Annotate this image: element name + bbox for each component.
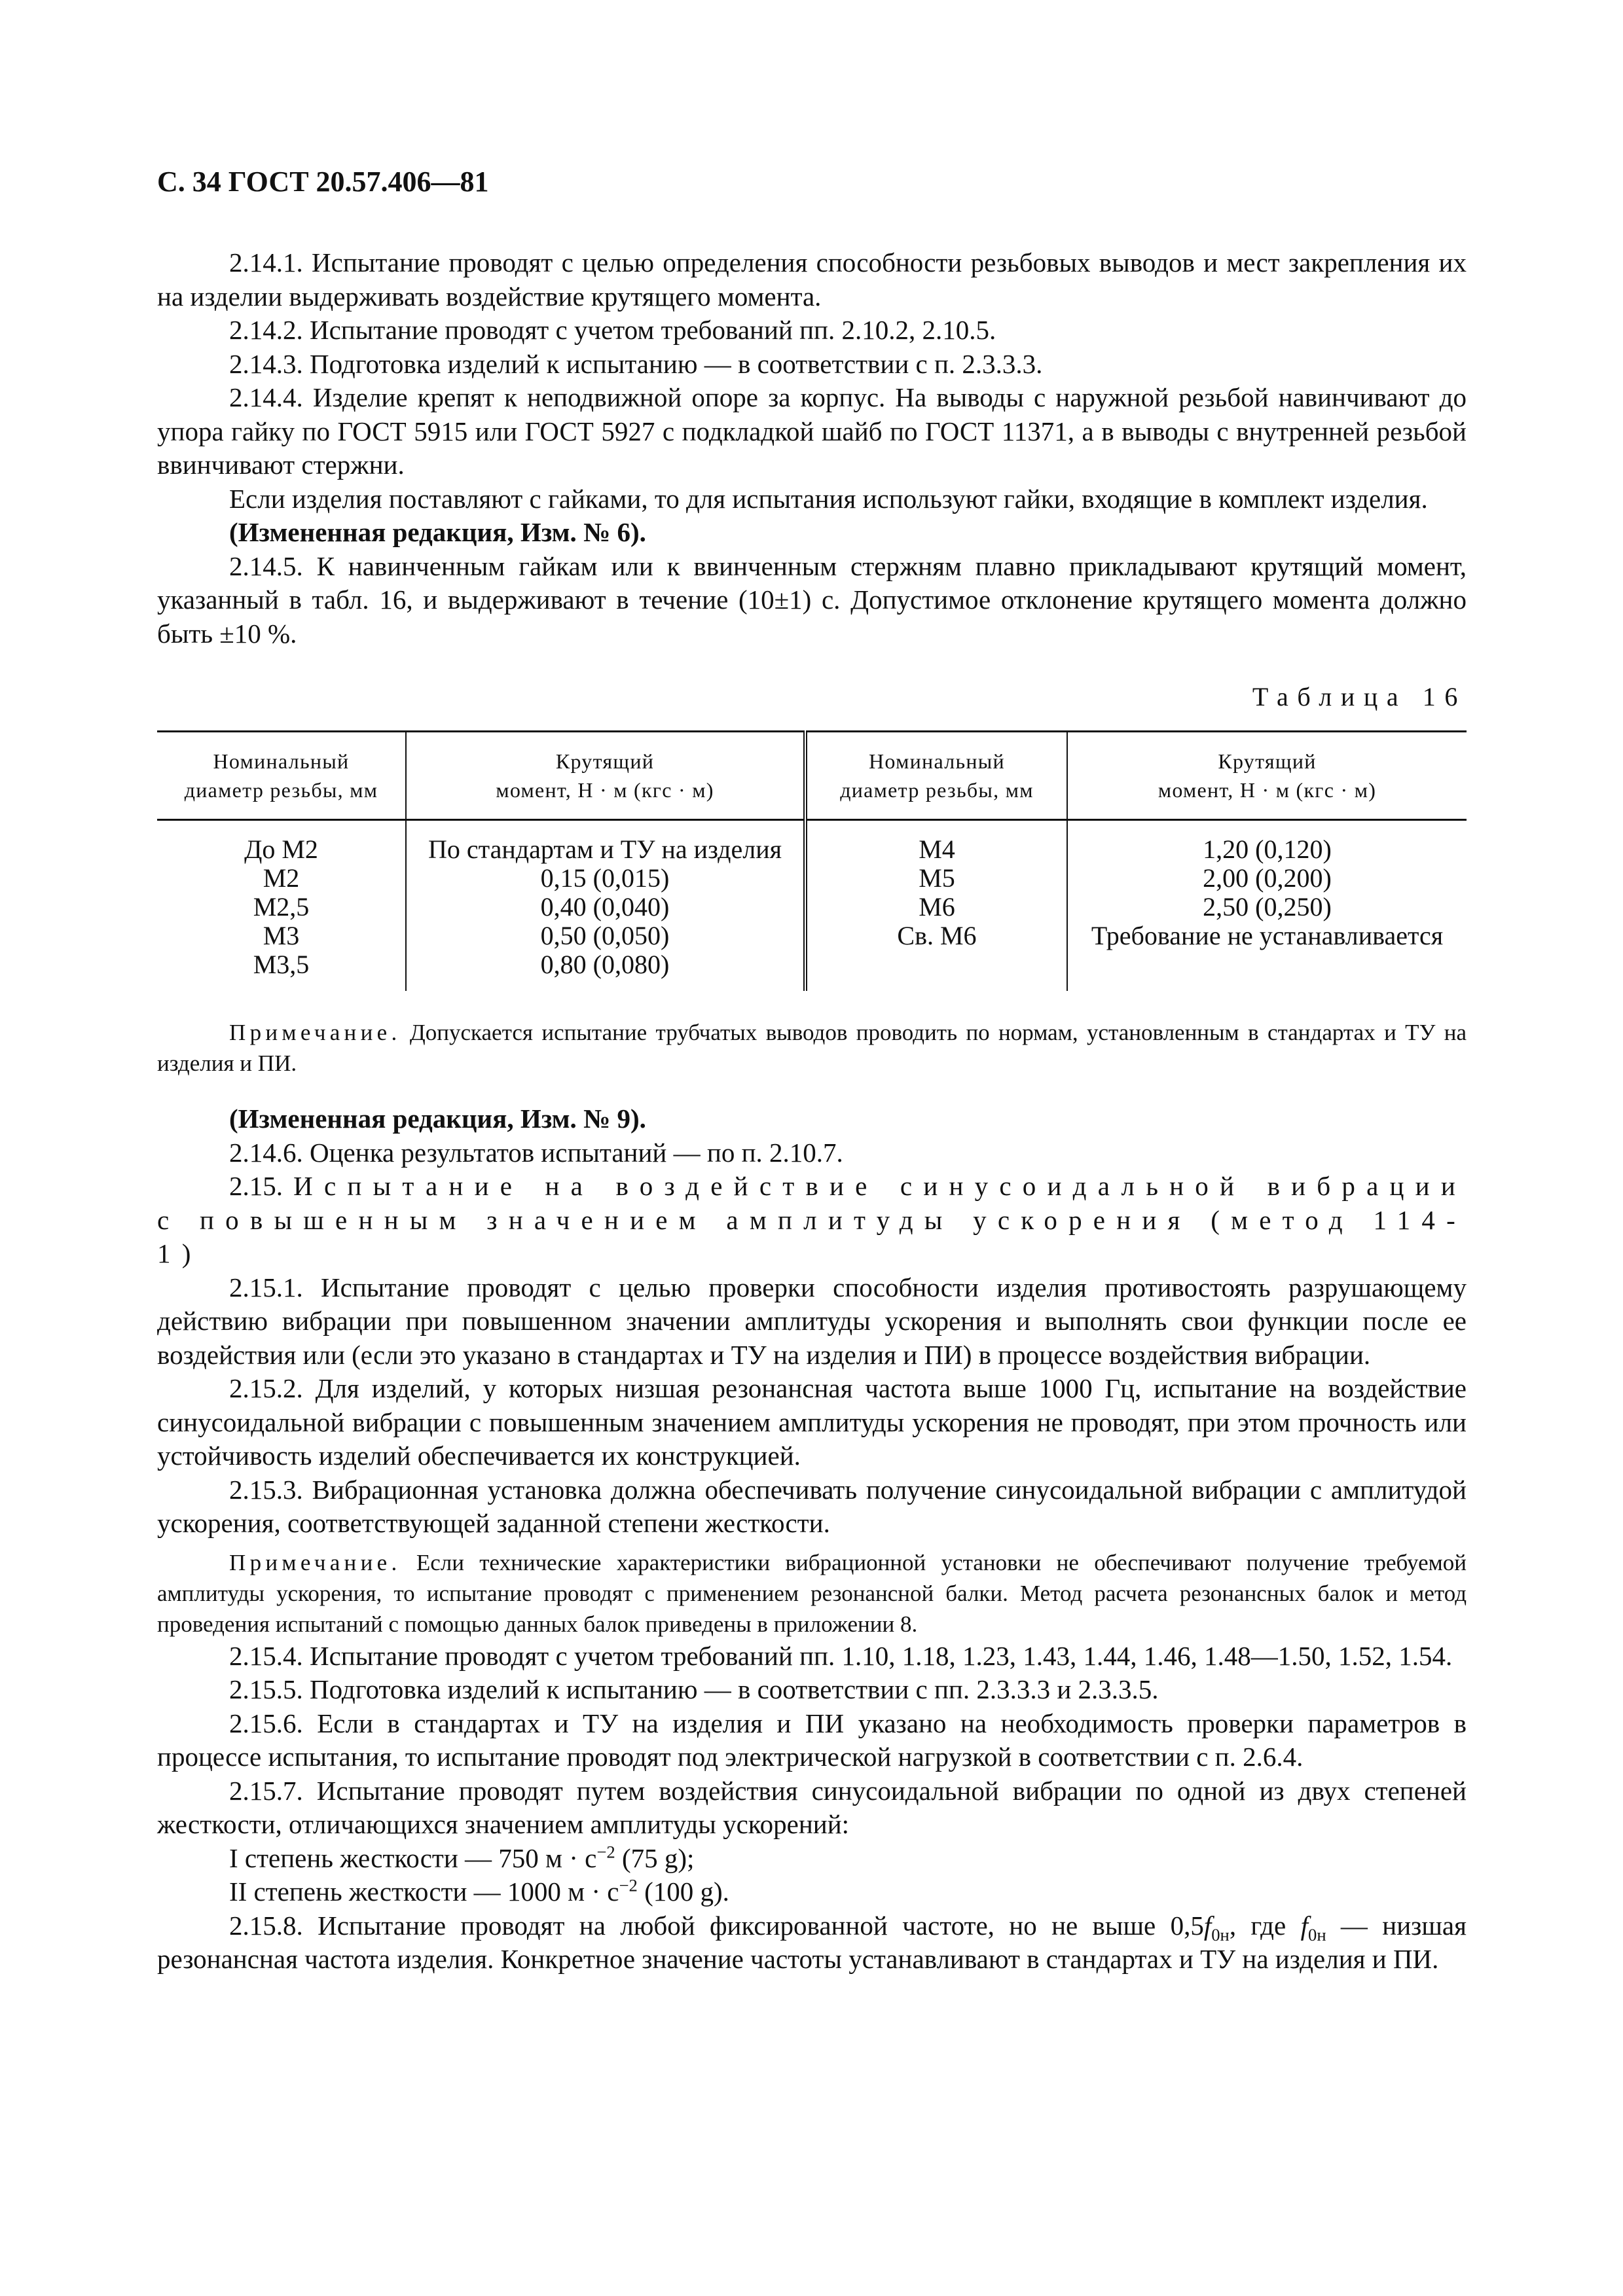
severity-level-1 xyxy=(157,1842,1467,1876)
table-cell: По стандартам и ТУ на изделия xyxy=(428,834,782,864)
table-cell: 0,40 (0,040) xyxy=(540,892,670,922)
table-16 xyxy=(157,730,1467,991)
table-cell: 0,50 (0,050) xyxy=(540,921,670,950)
table-col-diameter-2 xyxy=(805,820,1067,992)
paragraph-2-15-5: 2.15.5. Подготовка изделий к испытанию — в соответствии с пп. 2.3.3.3 и 2.3.3.5. xyxy=(229,1674,1159,1704)
exponent: −2 xyxy=(619,1875,638,1895)
frequency-subscript: 0н xyxy=(1308,1924,1326,1945)
amendment-note-9: (Измененная редакция, Изм. № 9). xyxy=(229,1103,646,1134)
table-header-diameter-2 xyxy=(805,732,1067,820)
paragraph-2-15-4: 2.15.4. Испытание проводят с учетом требований пп. 1.10, 1.18, 1.23, 1.43, 1.44, 1.46, 1.48—1.50, 1.52, 1.54. xyxy=(229,1640,1453,1671)
header-line: диаметр резьбы, мм xyxy=(184,778,378,802)
severity-text: I степень жесткости — 750 м · с xyxy=(229,1842,597,1873)
severity-text: II степень жесткости — 1000 м · с xyxy=(229,1876,619,1907)
note-text: Допускается испытание трубчатых выводов проводить по нормам, установленным в стандартах и ТУ на изделия и ПИ. xyxy=(157,1020,1467,1076)
note-text: Если технические характеристики вибрационной установки не обеспечивают получение требуемой амплитуды ускорения, то испытание проводят с применением резонансной балки. Метод расчета резонансных балок и метод проведения испытаний с помощью данных балок приведены в приложении 8. xyxy=(157,1549,1467,1637)
table-caption: Таблица 16 xyxy=(1252,682,1467,711)
severity-text-end: (75 g); xyxy=(615,1842,695,1873)
table-cell: М5 xyxy=(919,863,955,893)
table-col-torque-2 xyxy=(1067,820,1467,992)
note-label: Примечание. xyxy=(229,1020,401,1045)
table-cell: 2,50 (0,250) xyxy=(1203,892,1332,922)
table-note xyxy=(157,1017,1467,1079)
severity-level-2 xyxy=(157,1875,1467,1909)
table-cell: М3 xyxy=(263,921,300,950)
table-cell: М2 xyxy=(263,863,300,893)
header-line: Номинальный xyxy=(869,749,1005,773)
paragraph-2-14-5: 2.14.5. К навинченным гайкам или к ввинченным стержням плавно прикладывают крутящий момент, указанный в табл. 16, и выдерживают в течение (10±1) с. Допустимое отклонение крутящего момента должно быть ±10 %. xyxy=(157,550,1467,649)
header-line: момент, Н · м (кгс · м) xyxy=(496,778,714,802)
paragraph-2-15-2: 2.15.2. Для изделий, у которых низшая резонансная частота выше 1000 Гц, испытание на воздействие синусоидальной вибрации с повышенным значением амплитуды ускорения не проводят, при этом прочность или устойчивость изделий обеспечивается их конструкцией. xyxy=(157,1373,1467,1471)
table-cell: 0,15 (0,015) xyxy=(540,863,670,893)
paragraph-2-14-4: 2.14.4. Изделие крепят к неподвижной опоре за корпус. На выводы с наружной резьбой навинчивают до упора гайку по ГОСТ 5915 или ГОСТ 5927 с подкладкой шайб по ГОСТ 11371, а в выводы с внутренней резьбой ввинчивают стержни. xyxy=(157,382,1467,480)
table-cell: 1,20 (0,120) xyxy=(1203,834,1332,864)
paragraph-2-15-8 xyxy=(157,1909,1467,1977)
section-number: 2.15. xyxy=(229,1171,294,1201)
paragraph-2-15-6: 2.15.6. Если в стандартах и ТУ на изделия и ПИ указано на необходимость проверки параметров в процессе испытания, то испытание проводят под электрической нагрузкой в соответствии с п. 2.6.4. xyxy=(157,1708,1467,1772)
table-cell: 2,00 (0,200) xyxy=(1203,863,1332,893)
header-line: диаметр резьбы, мм xyxy=(840,778,1034,802)
severity-text-end: (100 g). xyxy=(637,1876,729,1907)
table-cell: М4 xyxy=(919,834,955,864)
amendment-note-6: (Измененная редакция, Изм. № 6). xyxy=(229,517,646,547)
table-cell: М6 xyxy=(919,892,955,922)
header-line: Крутящий xyxy=(555,749,655,773)
paragraph-2-14-3: 2.14.3. Подготовка изделий к испытанию — в соответствии с п. 2.3.3.3. xyxy=(229,348,1043,379)
section-title-2-15 xyxy=(157,1170,1467,1271)
header-line: Крутящий xyxy=(1218,749,1317,773)
paragraph-2-15-7: 2.15.7. Испытание проводят путем воздействия синусоидальной вибрации по одной из двух степеней жесткости, отличающихся значением амплитуды ускорений: xyxy=(157,1775,1467,1839)
table-col-torque-1 xyxy=(406,820,805,992)
text-part: — низшая резонансная частота изделия. Конкретное значение частоты устанавливают в стандартах и ТУ на изделия и ПИ. xyxy=(157,1910,1467,1974)
note-label: Примечание. xyxy=(229,1549,401,1575)
document-page xyxy=(157,164,1467,1977)
table-cell: М2,5 xyxy=(253,892,310,922)
frequency-subscript: 0н xyxy=(1211,1924,1230,1945)
table-header-diameter-1 xyxy=(157,732,406,820)
text-part: 2.15.8. Испытание проводят на любой фиксированной частоте, но не выше 0,5 xyxy=(229,1910,1204,1941)
paragraph-2-15-3: 2.15.3. Вибрационная установка должна обеспечивать получение синусоидальной вибрации с амплитудой ускорения, соответствующей заданной степени жесткости. xyxy=(157,1474,1467,1538)
frequency-symbol: f xyxy=(1203,1910,1212,1941)
table-col-diameter-1 xyxy=(157,820,406,992)
page-header: С. 34 ГОСТ 20.57.406—81 xyxy=(157,166,489,198)
vibration-note xyxy=(157,1547,1467,1640)
table-cell: 0,80 (0,080) xyxy=(540,950,670,979)
table-header-torque-2 xyxy=(1067,732,1467,820)
table-header-torque-1 xyxy=(406,732,805,820)
section-2-15 xyxy=(157,1102,1467,1541)
paragraph-2-14-2: 2.14.2. Испытание проводят с учетом требований пп. 2.10.2, 2.10.5. xyxy=(229,315,996,345)
header-line: Номинальный xyxy=(213,749,350,773)
section-2-14 xyxy=(157,246,1467,651)
text-part: , где xyxy=(1229,1910,1301,1941)
paragraph-nuts: Если изделия поставляют с гайками, то для испытания используют гайки, входящие в комплект изделия. xyxy=(229,483,1428,514)
header-line: момент, Н · м (кгс · м) xyxy=(1158,778,1377,802)
paragraph-2-14-6: 2.14.6. Оценка результатов испытаний — по п. 2.10.7. xyxy=(229,1137,843,1168)
table-cell: До М2 xyxy=(244,834,318,864)
frequency-symbol: f xyxy=(1300,1910,1308,1941)
paragraph-2-14-1: 2.14.1. Испытание проводят с целью определения способности резьбовых выводов и мест закрепления их на изделии выдерживать воздействие крутящего момента. xyxy=(157,247,1467,312)
table-body-row xyxy=(157,820,1467,992)
table-cell: Св. М6 xyxy=(897,921,977,950)
table-cell: М3,5 xyxy=(253,950,310,979)
section-2-15-continued xyxy=(157,1640,1467,1977)
exponent: −2 xyxy=(596,1841,615,1861)
table-cell: Требование не устанавливается xyxy=(1091,921,1444,950)
table-header-row xyxy=(157,732,1467,820)
section-title-text: Испытание на воздействие синусоидальной вибрации с повышенным значением амплитуды ускорения (метод 114-1) xyxy=(157,1171,1467,1268)
paragraph-2-15-1: 2.15.1. Испытание проводят с целью проверки способности изделия противостоять разрушающему действию вибрации при повышенном значении амплитуды ускорения и выполнять свои функции после ее воздействия или (если это указано в стандартах и ТУ на изделия и ПИ) в процессе воздействия вибрации. xyxy=(157,1272,1467,1370)
